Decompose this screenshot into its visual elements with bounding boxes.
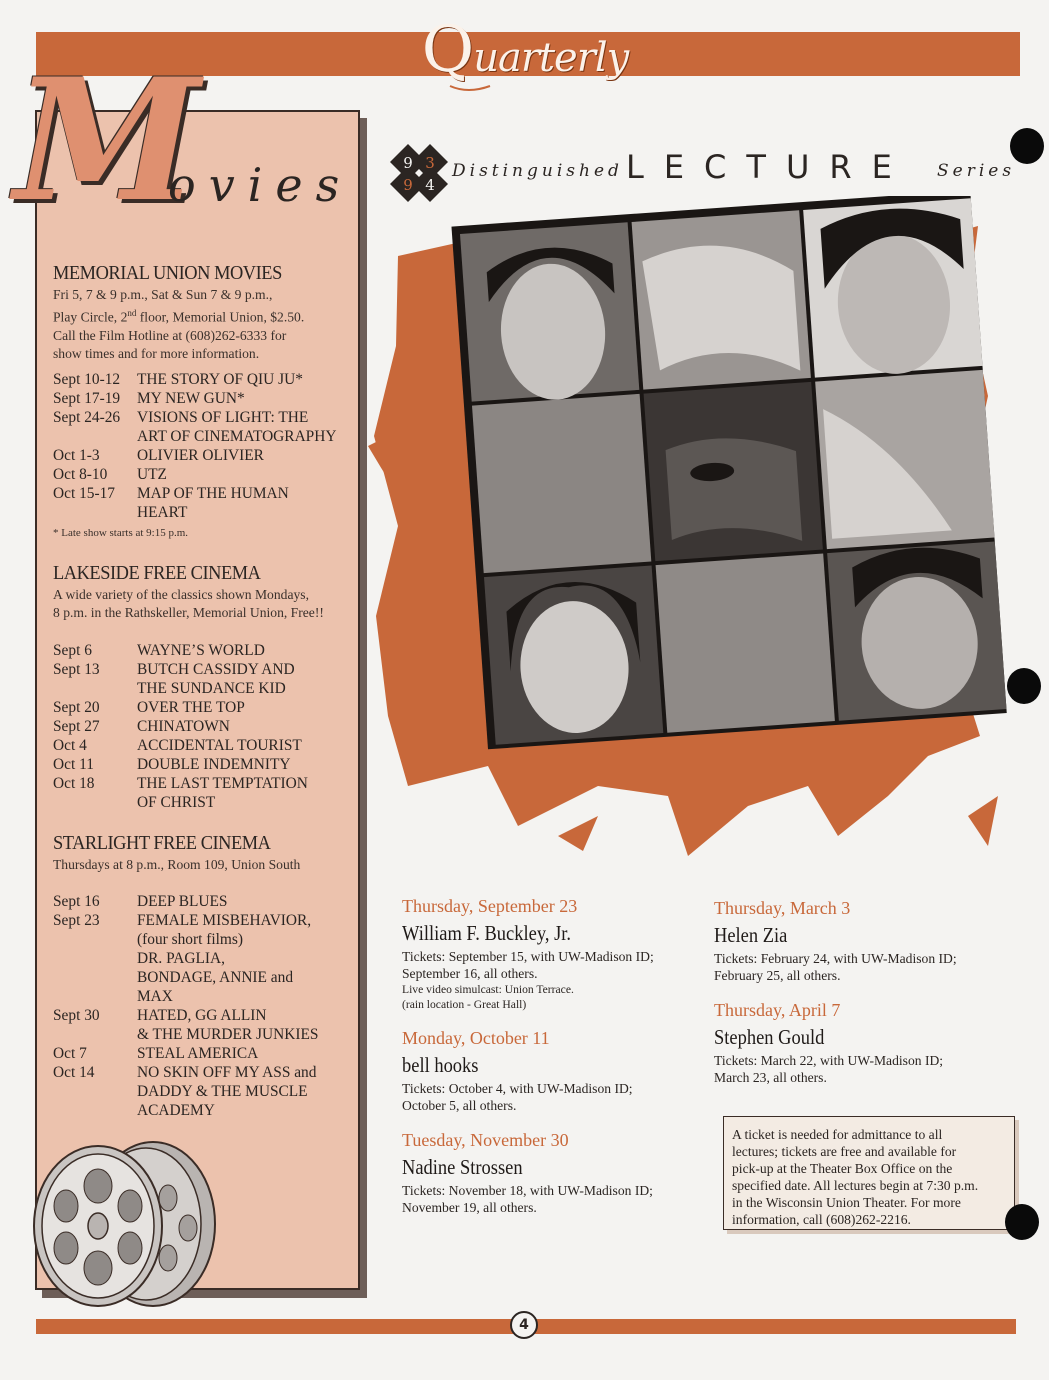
lecture-speaker: Helen Zia [714, 923, 788, 947]
film-title [137, 1063, 358, 1120]
film-title [137, 911, 358, 1006]
note-line: Live video simulcast: Union Terrace. [402, 983, 574, 996]
film-title-line: FEMALE MISBEHAVIOR, [137, 912, 312, 929]
memorial-desc-line: Fri 5, 7 & 9 p.m., Sat & Sun 7 & 9 p.m., [53, 287, 273, 302]
film-title-line: OLIVIER OLIVIER [137, 447, 264, 464]
film-title [137, 774, 358, 812]
lecture-tickets [714, 1052, 1014, 1086]
photo-grid [451, 196, 1006, 749]
film-listing [53, 1063, 358, 1120]
film-listing [53, 1006, 358, 1044]
movies-heading-rest: ovies [168, 158, 353, 212]
film-title-line: ACCIDENTAL TOURIST [137, 737, 302, 754]
tickets-line: February 25, all others. [714, 968, 841, 983]
film-reel-illustration [18, 1128, 228, 1312]
tickets-line: March 23, all others. [714, 1070, 827, 1085]
film-title [137, 465, 358, 484]
lecture-date: Thursday, September 23 [402, 896, 578, 916]
film-title [137, 660, 358, 698]
film-title-line: ACADEMY [137, 1102, 215, 1119]
film-title-line: & THE MURDER JUNKIES [137, 1026, 319, 1043]
film-listing [53, 465, 358, 484]
ticket-info-line: in the Wisconsin Union Theater. For more [732, 1195, 961, 1210]
film-date: Sept 24-26 [53, 409, 121, 426]
lecture-zia [714, 898, 1014, 984]
lakeside-desc-line: A wide variety of the classics shown Mondays, [53, 587, 309, 602]
series-word-distinguished: Distinguished [452, 161, 623, 181]
memorial-desc-line [53, 304, 353, 327]
film-date: Oct 15-17 [53, 485, 115, 502]
punch-hole [1005, 1204, 1039, 1240]
film-date: Oct 14 [53, 1064, 95, 1081]
memorial-union-title: MEMORIAL UNION MOVIES [53, 262, 282, 284]
tickets-line: November 19, all others. [402, 1200, 537, 1215]
lecture-note [402, 982, 702, 1012]
film-listing [53, 698, 358, 717]
film-title-line: BUTCH CASSIDY AND [137, 661, 295, 678]
film-date: Sept 17-19 [53, 390, 121, 407]
tickets-line: Tickets: September 15, with UW-Madison ID; [402, 949, 654, 964]
lecture-date: Thursday, April 7 [714, 1000, 841, 1020]
starlight-cinema-title: STARLIGHT FREE CINEMA [53, 832, 271, 854]
lecture-strossen [402, 1130, 702, 1216]
film-listing [53, 370, 358, 389]
memorial-desc-superscript: nd [127, 308, 137, 318]
film-title [137, 484, 358, 522]
film-title-line: MY NEW GUN* [137, 390, 245, 407]
film-date: Sept 10-12 [53, 371, 121, 388]
film-listing [53, 389, 358, 408]
film-title-line: NO SKIN OFF MY ASS and [137, 1064, 317, 1081]
film-listing [53, 755, 358, 774]
film-title-line: THE STORY OF QIU JU* [137, 371, 303, 388]
film-title-line: THE LAST TEMPTATION [137, 775, 308, 792]
lecture-tickets [714, 950, 1014, 984]
film-title [137, 641, 358, 660]
film-title-line: OVER THE TOP [137, 699, 245, 716]
lecture-date: Tuesday, November 30 [402, 1130, 569, 1150]
lecture-date: Thursday, March 3 [714, 898, 851, 918]
ticket-info-line: pick-up at the Theater Box Office on the [732, 1161, 953, 1176]
film-listing [53, 446, 358, 465]
film-title [137, 892, 358, 911]
memorial-union-description [53, 286, 353, 363]
film-listing [53, 736, 358, 755]
lecture-tickets [402, 1182, 702, 1216]
film-title-line: HATED, GG ALLIN [137, 1007, 267, 1024]
film-title [137, 408, 358, 446]
film-title-line: VISIONS OF LIGHT: THE [137, 409, 309, 426]
year-digit: 9 [403, 176, 413, 194]
film-date: Sept 30 [53, 1007, 100, 1024]
tickets-line: October 5, all others. [402, 1098, 517, 1113]
lakeside-desc-line: 8 p.m. in the Rathskeller, Memorial Union, Free!! [53, 605, 324, 620]
film-date: Oct 4 [53, 737, 87, 754]
memorial-desc-line: Call the Film Hotline at (608)262-6333 for [53, 327, 287, 343]
film-date: Oct 18 [53, 775, 95, 792]
film-title-line: UTZ [137, 466, 167, 483]
starlight-description [53, 856, 358, 874]
ticket-info-line: information, call (608)262-2216. [732, 1212, 911, 1227]
lecture-date: Monday, October 11 [402, 1028, 550, 1048]
film-title [137, 1044, 358, 1063]
masthead-rest: uarterly [473, 35, 629, 81]
ticket-info-line: specified date. All lectures begin at 7:30 p.m. [732, 1178, 979, 1193]
film-listing [53, 484, 358, 522]
film-listing [53, 660, 358, 698]
tickets-line: Tickets: November 18, with UW-Madison ID; [402, 1183, 653, 1198]
series-word-lecture: LECTURE [626, 148, 912, 186]
film-date: Sept 23 [53, 912, 100, 929]
film-listing [53, 1044, 358, 1063]
speaker-photo-collage [368, 196, 1008, 856]
lecture-speaker: Stephen Gould [714, 1025, 825, 1049]
tickets-line: September 16, all others. [402, 966, 538, 981]
ticket-info-line: A ticket is needed for admittance to all [732, 1127, 943, 1142]
film-title-line: THE SUNDANCE KID [137, 680, 286, 697]
film-title-line: CHINATOWN [137, 718, 230, 735]
film-date: Oct 8-10 [53, 466, 108, 483]
masthead-title [380, 13, 670, 87]
film-title-line: DR. PAGLIA, [137, 950, 225, 967]
film-listing [53, 911, 358, 1006]
lakeside-cinema-title: LAKESIDE FREE CINEMA [53, 562, 261, 584]
memorial-desc-line: show times and for more information. [53, 345, 260, 361]
memorial-desc-part: floor, Memorial Union, $2.50. [136, 309, 305, 325]
lecture-gould [714, 1000, 1014, 1086]
film-listing [53, 717, 358, 736]
abstract-photo-tile [472, 394, 651, 573]
film-title [137, 370, 358, 389]
film-date: Sept 6 [53, 642, 92, 659]
film-date: Sept 20 [53, 699, 100, 716]
film-title-line: DEEP BLUES [137, 893, 228, 910]
film-title [137, 717, 358, 736]
masthead-initial: Q [421, 13, 474, 87]
film-date: Oct 1-3 [53, 447, 100, 464]
punch-hole [1007, 668, 1041, 704]
lakeside-description [53, 586, 358, 622]
film-date: Sept 13 [53, 661, 100, 678]
film-title-line: DADDY & THE MUSCLE [137, 1083, 308, 1100]
film-title [137, 1006, 358, 1044]
film-date: Sept 16 [53, 893, 100, 910]
tickets-line: Tickets: March 22, with UW-Madison ID; [714, 1053, 944, 1068]
lecture-speaker: William F. Buckley, Jr. [402, 921, 572, 945]
year-digit: 3 [425, 154, 435, 172]
page-number: 4 [510, 1311, 538, 1339]
film-title-line: HEART [137, 504, 188, 521]
film-listing [53, 892, 358, 911]
film-title-line: OF CHRIST [137, 794, 216, 811]
starlight-desc-line: Thursdays at 8 p.m., Room 109, Union South [53, 857, 301, 872]
ticket-info-box [723, 1116, 1015, 1230]
film-title-line: ART OF CINEMATOGRAPHY [137, 428, 337, 445]
year-digit: 4 [425, 176, 435, 194]
late-show-footnote: * Late show starts at 9:15 p.m. [53, 527, 189, 539]
lecture-tickets [402, 948, 702, 982]
starlight-film-list [53, 892, 358, 1120]
film-title [137, 698, 358, 717]
film-date: Sept 27 [53, 718, 100, 735]
tickets-line: Tickets: February 24, with UW-Madison ID; [714, 951, 957, 966]
film-listing [53, 408, 358, 446]
punch-hole [1010, 128, 1044, 164]
memorial-desc-part: Play Circle, 2 [53, 309, 128, 325]
film-title-line: (four short films) [137, 931, 244, 948]
film-title-line: MAX [137, 988, 173, 1005]
movies-heading-initial: M [14, 41, 194, 239]
note-line: (rain location - Great Hall) [402, 998, 527, 1011]
film-title-line: WAYNE’S WORLD [137, 642, 265, 659]
film-title [137, 446, 358, 465]
lakeside-film-list [53, 641, 358, 812]
film-title-line: MAP OF THE HUMAN [137, 485, 289, 502]
film-title-line: DOUBLE INDEMNITY [137, 756, 291, 773]
masthead-swash [448, 82, 492, 94]
ticket-info-line: lectures; tickets are free and available for [732, 1144, 957, 1159]
film-title-line: STEAL AMERICA [137, 1045, 259, 1062]
film-listing [53, 641, 358, 660]
series-word-series: Series [937, 161, 1016, 181]
year-digit: 9 [403, 154, 413, 172]
lecture-speaker: bell hooks [402, 1053, 479, 1077]
film-date: Oct 7 [53, 1045, 87, 1062]
abstract-photo-tile [656, 553, 835, 732]
film-title [137, 755, 358, 774]
lecture-tickets [402, 1080, 702, 1114]
lecture-hooks [402, 1028, 702, 1114]
memorial-film-list [53, 370, 358, 522]
film-date: Oct 11 [53, 756, 94, 773]
tickets-line: Tickets: October 4, with UW-Madison ID; [402, 1081, 633, 1096]
film-title [137, 736, 358, 755]
lecture-buckley [402, 896, 702, 1012]
film-listing [53, 774, 358, 812]
film-title [137, 389, 358, 408]
lecture-speaker: Nadine Strossen [402, 1155, 523, 1179]
film-title-line: BONDAGE, ANNIE and [137, 969, 294, 986]
